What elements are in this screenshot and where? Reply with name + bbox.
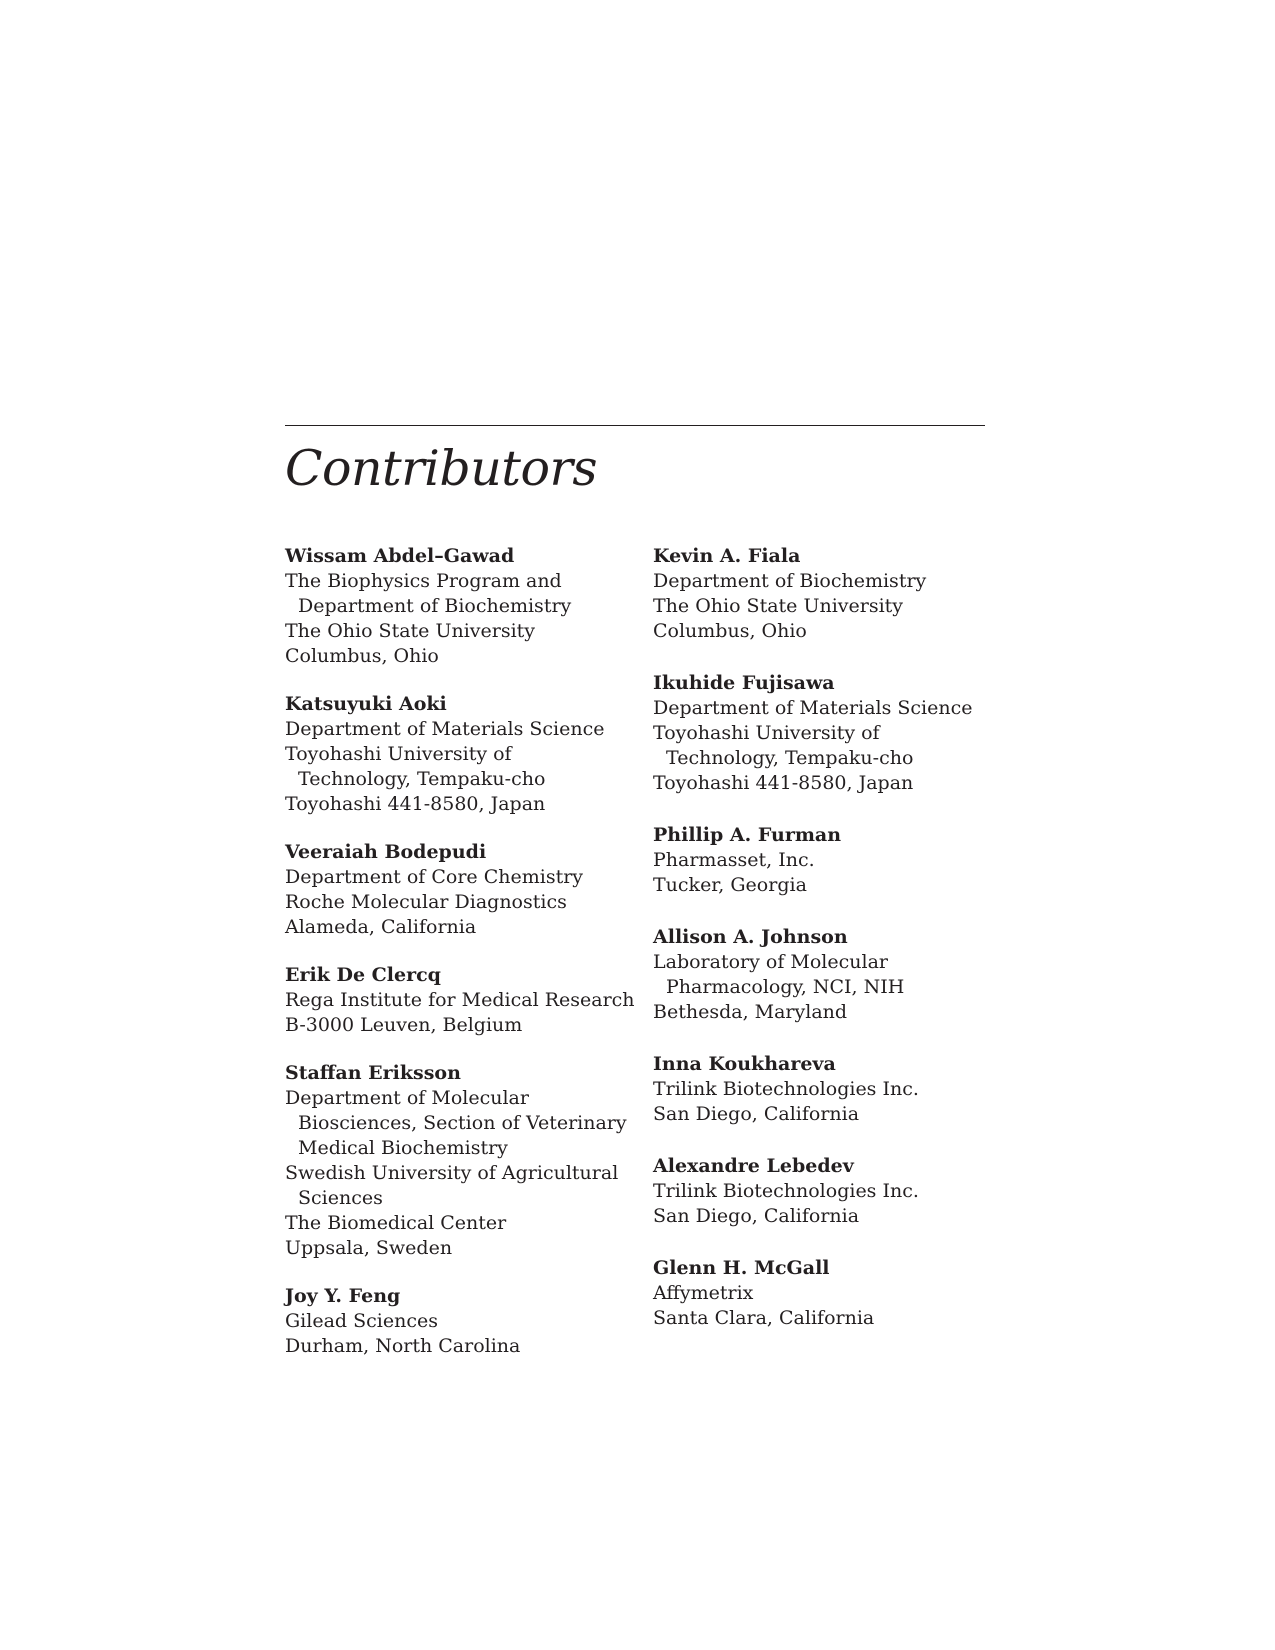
contributor-affiliation-line: The Biophysics Program and	[285, 570, 562, 592]
contributor-affiliation-line: Pharmasset, Inc.	[653, 849, 815, 871]
contributor-entry	[653, 1256, 1013, 1331]
contributor-affiliation-line: Tucker, Georgia	[653, 874, 807, 896]
contributor-name: Wissam Abdel–Gawad	[285, 545, 515, 567]
contributor-affiliation-line: Technology, Tempaku-cho	[666, 747, 914, 769]
contributor-entry	[653, 1154, 1013, 1229]
contributor-entry	[653, 925, 1013, 1025]
contributor-affiliation-line: San Diego, California	[653, 1103, 860, 1125]
contributor-affiliation-line: The Biomedical Center	[285, 1212, 507, 1234]
contributors-column-right	[653, 544, 1013, 1331]
contributor-affiliation-line: Rega Institute for Medical Research	[285, 989, 635, 1011]
contributor-affiliation-line: Department of Biochemistry	[653, 570, 927, 592]
contributor-entry	[285, 544, 640, 669]
page-title: Contributors	[285, 440, 598, 497]
contributor-entry	[653, 823, 1013, 898]
contributor-name: Veeraiah Bodepudi	[285, 841, 487, 863]
contributor-affiliation-line: Trilink Biotechnologies Inc.	[653, 1078, 919, 1100]
contributor-affiliation-line: Columbus, Ohio	[285, 645, 439, 667]
contributor-affiliation-line: Gilead Sciences	[285, 1310, 438, 1332]
contributor-affiliation-line: Laboratory of Molecular	[653, 951, 888, 973]
contributor-name: Phillip A. Furman	[653, 824, 842, 846]
contributor-affiliation-line: Biosciences, Section of Veterinary	[298, 1112, 627, 1134]
contributor-affiliation-line: The Ohio State University	[653, 595, 904, 617]
contributor-name: Erik De Clercq	[285, 964, 441, 986]
contributor-entry	[653, 671, 1013, 796]
contributor-name: Katsuyuki Aoki	[285, 693, 447, 715]
contributor-name: Staffan Eriksson	[285, 1062, 461, 1084]
contributor-affiliation-line: Toyohashi University of	[653, 722, 880, 744]
contributor-entry	[653, 544, 1013, 644]
contributor-affiliation-line: Santa Clara, California	[653, 1307, 875, 1329]
contributor-name: Joy Y. Feng	[285, 1285, 401, 1307]
contributor-entry	[285, 1061, 640, 1261]
contributor-name: Allison A. Johnson	[653, 926, 848, 948]
contributor-affiliation-line: Alameda, California	[285, 916, 477, 938]
contributor-affiliation-line: Department of Biochemistry	[298, 595, 572, 617]
contributor-affiliation-line: The Ohio State University	[285, 620, 536, 642]
contributor-entry	[285, 840, 640, 940]
contributor-affiliation-line: Trilink Biotechnologies Inc.	[653, 1180, 919, 1202]
contributor-name: Ikuhide Fujisawa	[653, 672, 835, 694]
contributor-affiliation-line: Columbus, Ohio	[653, 620, 807, 642]
contributor-affiliation-line: Sciences	[298, 1187, 383, 1209]
contributor-affiliation-line: San Diego, California	[653, 1205, 860, 1227]
contributor-entry	[285, 1284, 640, 1359]
contributor-affiliation-line: Department of Materials Science	[653, 697, 973, 719]
contributor-affiliation-line: Toyohashi 441-8580, Japan	[653, 772, 914, 794]
contributor-entry	[285, 963, 640, 1038]
contributor-entry	[285, 692, 640, 817]
contributor-affiliation-line: Toyohashi 441-8580, Japan	[285, 793, 546, 815]
contributor-affiliation-line: Roche Molecular Diagnostics	[285, 891, 567, 913]
contributor-name: Kevin A. Fiala	[653, 545, 801, 567]
contributor-affiliation-line: Bethesda, Maryland	[653, 1001, 848, 1023]
contributor-affiliation-line: Department of Materials Science	[285, 718, 605, 740]
contributor-entry	[653, 1052, 1013, 1127]
contributor-affiliation-line: Affymetrix	[653, 1282, 754, 1304]
contributor-affiliation-line: B-3000 Leuven, Belgium	[285, 1014, 523, 1036]
contributor-affiliation-line: Pharmacology, NCI, NIH	[666, 976, 905, 998]
contributor-name: Alexandre Lebedev	[653, 1155, 854, 1177]
contributors-column-left	[285, 544, 640, 1359]
contributor-affiliation-line: Uppsala, Sweden	[285, 1237, 453, 1259]
contributor-name: Inna Koukhareva	[653, 1053, 836, 1075]
contributor-affiliation-line: Swedish University of Agricultural	[285, 1162, 619, 1184]
contributor-affiliation-line: Durham, North Carolina	[285, 1335, 521, 1357]
contributor-affiliation-line: Department of Molecular	[285, 1087, 529, 1109]
contributor-name: Glenn H. McGall	[653, 1257, 830, 1279]
heading-rule	[285, 425, 985, 426]
contributor-affiliation-line: Toyohashi University of	[285, 743, 512, 765]
contributor-affiliation-line: Medical Biochemistry	[298, 1137, 508, 1159]
contributor-affiliation-line: Department of Core Chemistry	[285, 866, 584, 888]
contributor-affiliation-line: Technology, Tempaku-cho	[298, 768, 546, 790]
